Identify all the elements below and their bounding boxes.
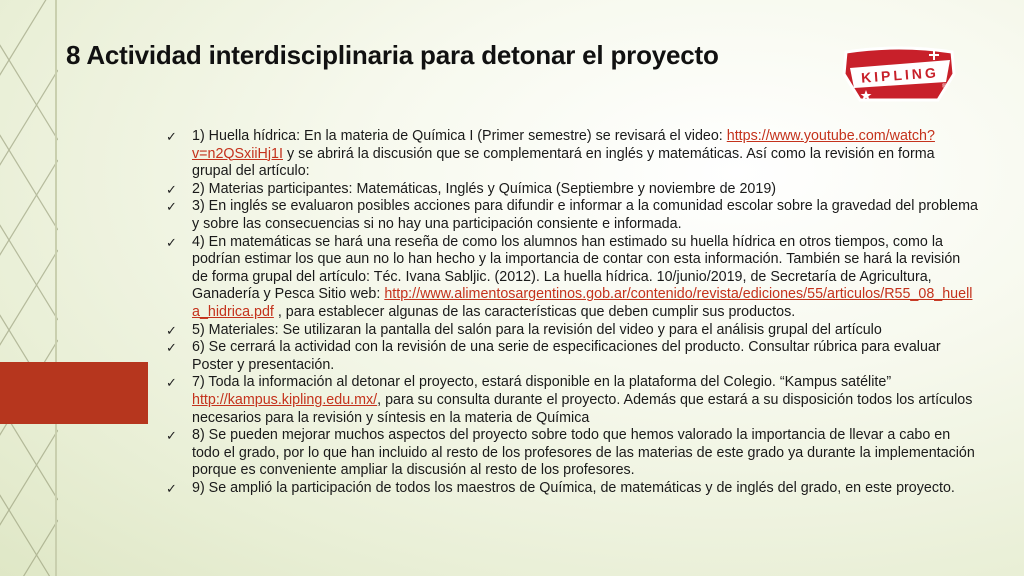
list-item [166,427,978,480]
article-pdf-link[interactable]: http://www.alimentosargentinos.gob.ar/contenido/revista/ediciones/55/articulos/R55_08_huella_hidrica.pdf [192,286,973,320]
item-text: 5) Materiales: Se utilizaran la pantalla del salón para la revisión del video y para el análisis grupal del artículo [192,321,882,338]
check-mark-icon: ✓ [166,322,177,338]
youtube-video-link[interactable]: https://www.youtube.com/watch?v=n2QSxiiHj1I [192,128,935,162]
check-mark-icon: ✓ [166,234,177,250]
check-mark-icon: ✓ [166,129,177,144]
list-item [166,480,978,498]
check-mark-icon: ✓ [166,199,177,215]
check-mark-icon: ✓ [166,428,177,444]
list-item [166,234,978,322]
kipling-logo [842,44,956,102]
check-mark-icon: ✓ [166,375,177,391]
item-text: , para su consulta durante el proyecto. Además que estará a su disposición todos los artículos necesarios para la revisión y síntesis en la materia de Química [192,391,973,426]
item-text: 3) En inglés se evaluaron posibles acciones para difundir e informar a la comunidad escolar sobre la gravedad del problema y sobre las consecuencias si no hay una participación consiente e informada. [192,198,978,232]
item-text: 2) Materias participantes: Matemáticas, Inglés y Química (Septiembre y noviembre de 2019) [192,180,777,197]
item-text: 9) Se amplió la participación de todos los maestros de Química, de matemáticas y de inglés del grado, en este proyecto. [192,479,955,496]
item-text: 1) Huella hídrica: En la materia de Química I (Primer semestre) se revisará el video: [192,128,727,144]
item-text: y se abrirá la discusión que se complementará en inglés y matemáticas. Así como la revisión en forma grupal del artículo: [192,145,935,180]
item-text: 7) Toda la información al detonar el proyecto, estará disponible en la plataforma del Colegio. “Kampus satélite” [192,374,892,391]
logo-mark: ® [942,84,947,90]
accent-red-bar [0,362,148,424]
list-item [166,339,978,374]
kampus-platform-link[interactable]: http://kampus.kipling.edu.mx/ [192,391,378,408]
list-item [166,322,978,340]
item-text: , para establecer algunas de las características que deben cumplir sus productos. [273,303,796,320]
list-item [166,181,978,199]
check-mark-icon: ✓ [166,181,177,197]
logo-text: KIPLING [860,64,940,86]
activity-list [166,128,978,497]
list-item [166,198,978,233]
item-text: 8) Se pueden mejorar muchos aspectos del proyecto sobre todo que hemos valorado la importancia de llevar a cabo en todo el grado, por lo que han incluido al resto de los profesores de las materias de este grado ya durante la implementación porque es conveniente ampliar la discusión al resto de los profesores. [192,427,975,479]
list-item [166,374,978,427]
check-mark-icon: ✓ [166,480,177,496]
check-mark-icon: ✓ [166,340,177,356]
decorative-diagonal-lines [0,0,58,576]
item-text: 6) Se cerrará la actividad con la revisión de una serie de especificaciones del producto. Consultar rúbrica para evaluar Poster y presentación. [192,339,941,373]
slide-title: 8 Actividad interdisciplinaria para detonar el proyecto [66,40,719,70]
item-text: 4) En matemáticas se hará una reseña de como los alumnos han estimado su huella hídrica en otros tiempos, como la podrían estimar los que aun no lo han hecho y la importancia de contar con esta información. También se hará la revisión de forma grupal del artículo: Téc. Ivana Sabljic. (2012). La huella hídrica. 10/junio/2019, de Secretaría de Agricultura, Ganadería y Pesca Sitio web: [192,233,961,303]
list-item [166,128,978,181]
